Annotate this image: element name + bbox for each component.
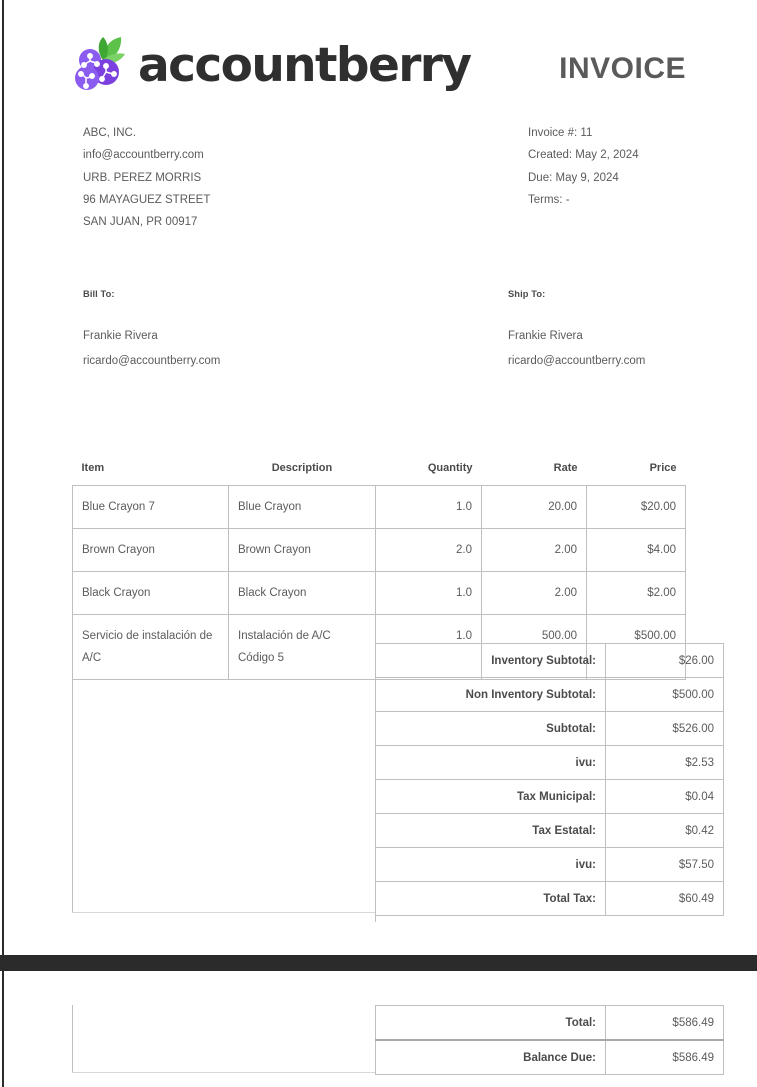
summary-value: $0.42 [606,814,724,848]
cell-rate: 2.00 [482,529,587,572]
cell-rate: 20.00 [482,486,587,529]
summary-value: $57.50 [606,848,724,882]
summary-value: $0.04 [606,780,724,814]
total-row [376,1006,724,1041]
cell-description: Blue Crayon [229,486,376,529]
invoice-terms: Terms: - [528,193,570,206]
company-address [83,122,210,233]
cell-description: Brown Crayon [229,529,376,572]
cell-description: Black Crayon [229,572,376,615]
cell-quantity: 1.0 [376,572,482,615]
page-break-band [0,955,757,971]
cell-item: Servicio de instalación de A/C [73,615,229,680]
cell-price: $2.00 [587,572,686,615]
cell-rate: 2.00 [482,572,587,615]
berry-leaf-logo-icon [72,34,134,96]
brand-logo [72,34,470,96]
final-totals-table [375,1005,724,1075]
summary-label: ivu: [376,746,606,780]
company-line: SAN JUAN, PR 00917 [83,216,198,229]
bill-to-email: ricardo@accountberry.com [83,355,221,367]
summary-value: $2.53 [606,746,724,780]
table-row [73,486,686,529]
column-header-item: Item [81,462,105,474]
summary-row [376,678,724,712]
invoice-created-date: Created: May 2, 2024 [528,149,639,162]
cell-description: Instalación de A/C Código 5 [229,615,376,680]
summary-value: $526.00 [606,712,724,746]
summary-row [376,814,724,848]
balance-due-label: Balance Due: [376,1040,606,1075]
balance-due-row [376,1040,724,1075]
bill-to-block [83,289,220,367]
summary-totals-table [375,643,724,916]
summary-value: $26.00 [606,644,724,678]
cell-price: $20.00 [587,486,686,529]
bill-to-name: Frankie Rivera [83,330,158,342]
summary-row [376,780,724,814]
summary-label: Total Tax: [376,882,606,916]
summary-label: Tax Municipal: [376,780,606,814]
ship-to-name: Frankie Rivera [508,330,583,342]
summary-label: Tax Estatal: [376,814,606,848]
column-header-rate: Rate [553,462,578,474]
company-line: 96 MAYAGUEZ STREET [83,193,211,206]
cell-item: Black Crayon [73,572,229,615]
summary-row [376,746,724,780]
summary-value: $500.00 [606,678,724,712]
column-header-quantity: Quantity [427,462,473,474]
summary-row [376,644,724,678]
ship-to-email: ricardo@accountberry.com [508,355,646,367]
cell-price: $500.00 [587,615,686,680]
cell-quantity: 1.0 [376,486,482,529]
summary-row [376,848,724,882]
company-email: info@accountberry.com [83,149,204,162]
ship-to-block [508,289,645,367]
page-left-edge [2,0,4,955]
brand-wordmark: accountberry [138,37,471,93]
cell-quantity: 1.0 [376,615,482,680]
company-line: ABC, INC. [83,127,137,139]
bill-to-label: Bill To: [83,289,115,299]
summary-section [72,643,714,913]
total-label: Total: [376,1006,606,1041]
cell-rate: 500.00 [482,615,587,680]
summary-value: $60.49 [606,882,724,916]
table-row [73,572,686,615]
summary-empty-cell [72,643,376,913]
summary-label: Subtotal: [376,712,606,746]
table-header-row [73,462,686,486]
summary-row [376,882,724,916]
column-header-price: Price [649,462,677,474]
ship-to-label: Ship To: [508,289,546,299]
cell-item: Blue Crayon 7 [73,486,229,529]
summary-label: Inventory Subtotal: [376,644,606,678]
cell-quantity: 2.0 [376,529,482,572]
table-row [73,529,686,572]
cell-price: $4.00 [587,529,686,572]
total-value: $586.49 [606,1006,724,1041]
summary-row [376,712,724,746]
page-left-edge-lower [2,971,4,1087]
invoice-meta [528,122,639,211]
company-line: URB. PEREZ MORRIS [83,171,202,184]
invoice-due-date: Due: May 9, 2024 [528,171,619,184]
final-empty-cell [72,1005,376,1073]
column-header-description: Description [271,462,333,474]
invoice-number: Invoice #: 11 [528,127,593,139]
page-title: INVOICE [559,52,686,85]
cell-item: Brown Crayon [73,529,229,572]
summary-label: Non Inventory Subtotal: [376,678,606,712]
balance-due-value: $586.49 [606,1040,724,1075]
summary-label: ivu: [376,848,606,882]
table-continuation-stub [375,912,376,922]
document-header [72,34,686,114]
